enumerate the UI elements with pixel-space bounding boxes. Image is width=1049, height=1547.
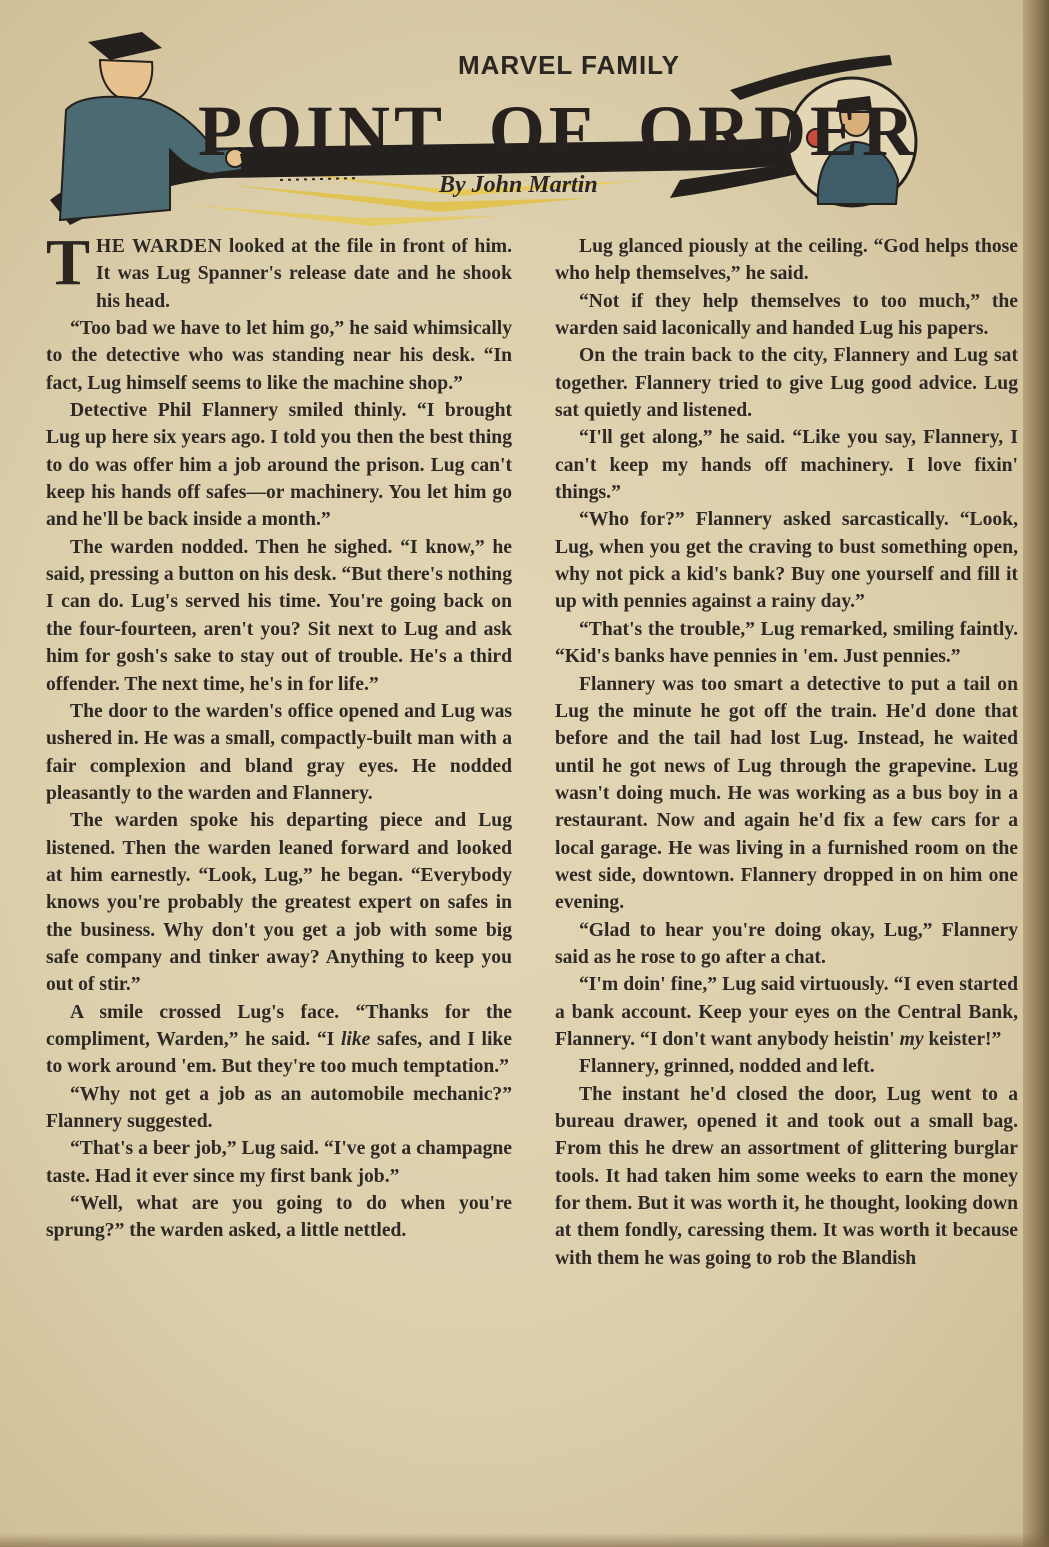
paragraph-1 bbox=[46, 226, 512, 315]
right-column bbox=[555, 233, 1018, 1272]
story-header bbox=[30, 20, 920, 235]
paragraph-8: “Glad to hear you're doing okay, Lug,” Flannery said as he rose to go after a chat. bbox=[555, 919, 1018, 968]
emphasis: like bbox=[340, 1028, 371, 1050]
paragraph-text: “I'm doin' fine,” Lug said virtuously. “I even started a bank account. Keep your eyes on the Central Bank, Flannery. “I don't want anybody heistin' bbox=[555, 974, 1018, 1050]
paragraph-10: “Well, what are you going to do when you're sprung?” the warden asked, a little nettled. bbox=[46, 1193, 512, 1242]
paragraph-8: “Why not get a job as an automobile mechanic?” Flannery suggested. bbox=[46, 1083, 512, 1132]
paragraph-10: Flannery, grinned, nodded and left. bbox=[579, 1056, 875, 1078]
paragraph-7: Flannery was too smart a detective to put a tail on Lug the minute he got off the train. He'd done that before and the tail had lost Lug. Instead, he waited until he got news of Lug through the grapevine. Lug wasn't doing much. He was working as a bus boy in a restaurant. Now and again he'd fix a few cars for a local garage. He was living in a furnished room on the west side, downtown. Flannery dropped in on him one evening. bbox=[555, 673, 1018, 914]
story-title: POINT OF ORDER bbox=[198, 91, 919, 171]
page-binding-edge bbox=[1023, 0, 1049, 1547]
paragraph-1: Lug glanced piously at the ceiling. “God helps those who help themselves,” he said. bbox=[555, 236, 1018, 285]
paragraph-3: Detective Phil Flannery smiled thinly. “I brought Lug up here six years ago. I told you then the best thing to do was offer him a job around the prison. Lug can't keep his hands off safes—or machinery. You let him go and he'll be back inside a month.” bbox=[46, 400, 512, 531]
emphasis: my bbox=[899, 1028, 924, 1050]
paragraph-3: On the train back to the city, Flannery and Lug sat together. Flannery tried to give Lug good advice. Lug sat quietly and listened. bbox=[555, 345, 1018, 422]
page-bottom-edge bbox=[0, 1533, 1049, 1547]
paragraph-7 bbox=[46, 999, 512, 1081]
left-column bbox=[46, 226, 512, 1245]
paragraph-11: The instant he'd closed the door, Lug went to a bureau drawer, opened it and took out a small bag. From this he drew an assortment of glittering burglar tools. It had taken him some weeks to earn the money for them. But it was worth it, he thought, looking down at them fondly, caressing them. It was worth it because with them he was going to rob the Blandish bbox=[555, 1083, 1018, 1269]
paragraph-text: safes, and I like to work around 'em. But they're too much temptation.” bbox=[46, 1028, 512, 1078]
paragraph-2: “Too bad we have to let him go,” he said whimsically to the detective who was standing near his desk. “In fact, Lug himself seems to like the machine shop.” bbox=[46, 318, 512, 394]
paragraph-5: “Who for?” Flannery asked sarcastically. “Look, Lug, when you get the craving to bust something open, why not pick a kid's bank? Buy one yourself and fill it up with pennies against a rainy day.” bbox=[555, 509, 1018, 613]
series-title: MARVEL FAMILY bbox=[458, 50, 681, 80]
paragraph-2: “Not if they help themselves to too much,” the warden said laconically and handed Lug his papers. bbox=[555, 290, 1018, 340]
drop-cap: T bbox=[46, 226, 91, 299]
paragraph-text: looked at the file in front of him. It was Lug Spanner's release date and he shook his head. bbox=[96, 236, 512, 312]
paragraph-5: The door to the warden's office opened and Lug was ushered in. He was a small, compactly-built man with a fair complexion and bland gray eyes. He nodded pleasantly to the warden and Flannery. bbox=[46, 700, 512, 804]
paragraph-4: “I'll get along,” he said. “Like you say, Flannery, I can't keep my hands off machinery. I love fixin' things.” bbox=[555, 427, 1018, 504]
paragraph-6: “That's the trouble,” Lug remarked, smiling faintly. “Kid's banks have pennies in 'em. Just pennies.” bbox=[555, 618, 1018, 668]
paragraph-text: keister!” bbox=[923, 1028, 1002, 1050]
paragraph-text: A smile crossed Lug's face. “Thanks for the compliment, Warden,” he said. “I bbox=[46, 1001, 512, 1050]
paragraph-6: The warden spoke his departing piece and Lug listened. Then the warden leaned forward and looked at him earnestly. “Look, Lug,” he began. “Everybody knows you're probably the greatest expert on safes in the business. Why don't you get a job with some big safe company and tinker away? Anything to keep you out of stir.” bbox=[46, 810, 512, 996]
lead-in: HE WARDEN bbox=[96, 236, 223, 257]
paragraph-9: “That's a beer job,” Lug said. “I've got a champagne taste. Had it ever since my first bank job.” bbox=[46, 1138, 512, 1187]
paragraph-4: The warden nodded. Then he sighed. “I know,” he said, pressing a button on his desk. “But there's nothing I can do. Lug's served his time. You're going back on the four-fourteen, aren't you? Sit next to Lug and ask him for gosh's sake to stay out of trouble. He's a third offender. The next time, he's in for life.” bbox=[46, 536, 512, 695]
byline: By John Martin bbox=[439, 172, 598, 198]
paragraph-9 bbox=[555, 971, 1018, 1053]
